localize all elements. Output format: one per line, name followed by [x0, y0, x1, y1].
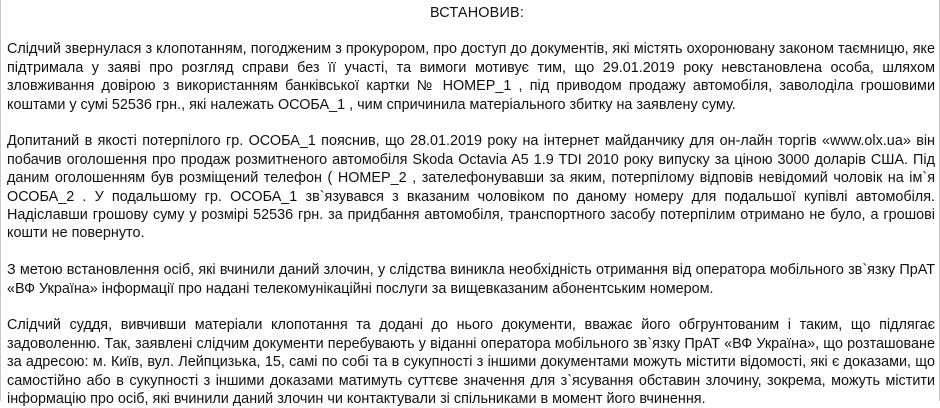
paragraph-purpose: З метою встановлення осіб, які вчинили даний злочин, у слідства виникла необхідність отримання від оператора мобільного зв`язку ПрАТ «ВФ Україна» інформації про надані телекомунікаційні послуги за вищевказаним абонентським номером. [7, 262, 935, 297]
paragraph-judge-decision: Слідчий суддя, вивчивши матеріали клопотання та додані до нього документи, вважає його обгрунтованим і таким, що підлягає задоволенню. Так, заявлені слідчим документи перебувають у віданні оператора мобільного зв`язку ПрАТ «ВФ Україна», що розташоване за адресою: м. Київ, вул. Лейпцизька, 15, самі по собі та в сукупності з іншими документами можуть містити відомості, які є доказами, що самостійно або в сукупності з іншими доказами матимуть суттєве значення для з`ясування обставин злочину, зокрема, можуть містити інформацію про осіб, які вчинили даний злочин чи контактували зі спільниками в момент його вчинення. [7, 317, 935, 408]
paragraph-victim-testimony: Допитаний в якості потерпілого гр. ОСОБА_1 пояснив, що 28.01.2019 року на інтернет майданчику для он-лайн торгів «www.olx.ua» він побачив оголошення про продаж розмитненого автомобіля Skoda Octavia A5 1.9 TDI 2010 року випуску за ціною 3000 доларів США. Під даним оголошенням був розміщений телефон ( НОМЕР_2 , зателефонувавши за яким, потерпілому відповів невідомий чоловік на ім`я ОСОБА_2 . У подальшому гр. ОСОБА_1 зв`язувався з вказаним чоловіком по даному номеру для подальшої купівлі автомобіля. Надіславши грошову суму у розмірі 52536 грн. за придбання автомобіля, транспортного засобу потерпілим отримано не було, а грошові кошти не повернуто. [7, 133, 935, 242]
section-heading: ВСТАНОВИВ: [429, 5, 525, 21]
paragraph-investigator-motion: Слідчий звернулася з клопотанням, погодженим з прокурором, про доступ до документів, які містять охоронювану законом таємницю, яке підтримала у заяві про розгляд справи без її участі, та вимоги мотивує тим, що 29.01.2019 року невстановлена особа, шляхом зловживання довірою з використанням банківської картки № НОМЕР_1 , під приводом продажу автомобіля, заволоділа грошовими коштами у сумі 52536 грн., які належать ОСОБА_1 , чим спричинила матеріального збитку на заявлену суму. [7, 41, 935, 113]
document-body [7, 4, 935, 408]
